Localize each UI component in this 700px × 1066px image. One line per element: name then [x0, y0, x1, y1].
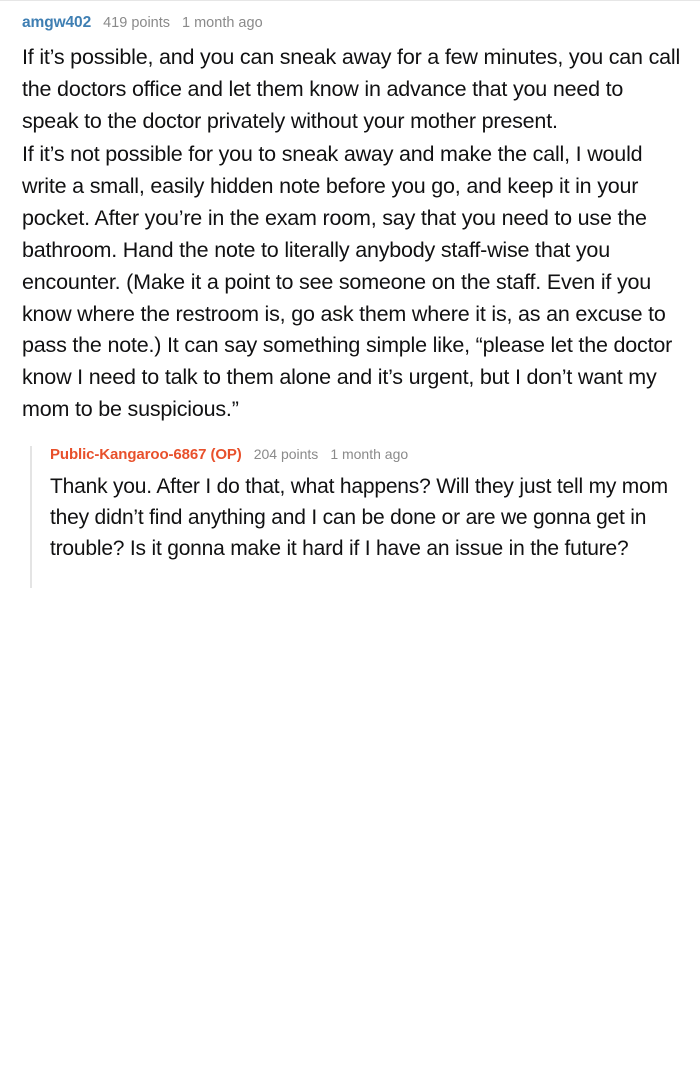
comment-author[interactable]: amgw402: [22, 14, 92, 31]
comment-score: 419 points: [103, 15, 171, 31]
reply-author[interactable]: Public-Kangaroo-6867 (OP): [50, 445, 242, 463]
comment-meta: [22, 14, 682, 32]
reply-score: 204 points: [253, 445, 319, 462]
comment-paragraph: If it’s possible, and you can sneak away for a few minutes, you can call the doctors office and let them know in advance that you need to speak to the doctor privately without your mother present.: [22, 45, 681, 133]
reply-timestamp: 1 month ago: [330, 445, 409, 462]
top-divider: [0, 0, 700, 1]
reply-meta: [50, 446, 682, 463]
bottom-fade: [0, 1048, 700, 1066]
comment-timestamp: 1 month ago: [182, 15, 263, 31]
comment-body: [22, 42, 682, 426]
reply-body: [50, 471, 682, 564]
reply-comment: [30, 446, 682, 588]
reply-paragraph: Thank you. After I do that, what happens? Will they just tell my mom they didn’t find anything and I can be done or are we gonna get in trouble? Is it gonna make it hard if I have an issue in the future?: [50, 474, 668, 560]
comment-paragraph: If it’s not possible for you to sneak away and make the call, I would write a small, easily hidden note before you go, and keep it in your pocket. After you’re in the exam room, say that you need to use the bathroom. Hand the note to literally anybody staff-wise that you encounter. (Make it a point to see someone on the staff. Even if you know where the restroom is, go ask them where it is, as an excuse to pass the note.) It can say something simple like, “please let the doctor know I need to talk to them alone and it’s urgent, but I don’t want my mom to be suspicious.”: [22, 142, 673, 421]
